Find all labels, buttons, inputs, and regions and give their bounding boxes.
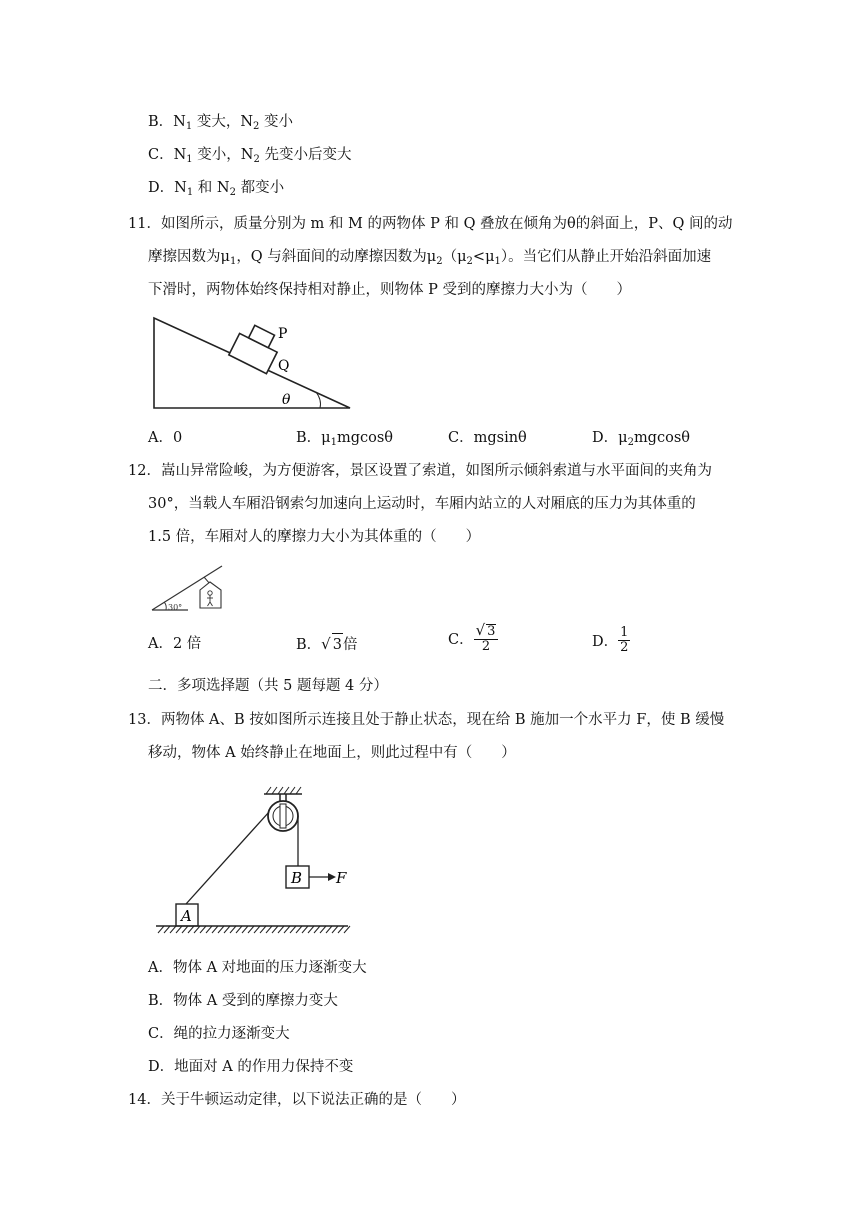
- q12-option-b: B．√ 3倍: [296, 633, 357, 656]
- ground-hatch: [248, 926, 254, 933]
- ground-hatch: [170, 926, 176, 933]
- ground-hatch: [284, 926, 290, 933]
- ground-hatch: [200, 926, 206, 933]
- q10-option-d: D．$N_1$ 和 $N_2$ 都变小: [148, 180, 285, 198]
- q12-stem-line3: 1.5 倍，车厢对人的摩擦力大小为其体重的（ ）: [148, 529, 481, 545]
- rope-to-a: [186, 812, 269, 904]
- sqrt-symbol: √: [321, 635, 331, 653]
- q13-option-a: A．物体 A 对地面的压力逐渐变大: [148, 960, 367, 976]
- ground-hatch: [206, 926, 212, 933]
- ground-hatch: [212, 926, 218, 933]
- q11-option-c: C．mgsinθ: [448, 430, 527, 446]
- ground-hatch: [326, 926, 332, 933]
- ground-hatch: [224, 926, 230, 933]
- ground-hatch: [176, 926, 182, 933]
- ground-hatch: [230, 926, 236, 933]
- ground-hatch: [266, 926, 272, 933]
- q12-cable-car-figure: [148, 560, 228, 616]
- q13-label-f: F: [336, 869, 347, 887]
- ground-hatch: [302, 926, 308, 933]
- ground-hatch: [188, 926, 194, 933]
- ground-hatch: [332, 926, 338, 933]
- ground-hatch: [260, 926, 266, 933]
- q12-option-a: A．2 倍: [148, 636, 202, 652]
- section-heading-multiple-choice: 二．多项选择题（共 5 题每题 4 分）: [148, 678, 388, 694]
- ground-hatch: [254, 926, 260, 933]
- q12-stem-line2: 30°，当载人车厢沿钢索匀加速向上运动时，车厢内站立的人对厢底的压力为其体重的: [148, 496, 696, 512]
- q13-label-b: B: [291, 869, 303, 887]
- ground-hatch: [272, 926, 278, 933]
- q13-option-d: D．地面对 A 的作用力保持不变: [148, 1059, 354, 1075]
- ground-hatch: [218, 926, 224, 933]
- q11-label-p: P: [278, 326, 288, 342]
- q12-stem-line1: 12．嵩山异常险峻，为方便游客，景区设置了索道，如图所示倾斜索道与水平面间的夹角为: [128, 463, 712, 479]
- q14-stem-line1: 14．关于牛顿运动定律，以下说法正确的是（ ）: [128, 1092, 466, 1108]
- ground-hatch: [194, 926, 200, 933]
- q13-option-b: B．物体 A 受到的摩擦力变大: [148, 993, 338, 1009]
- ground-hatch: [344, 926, 350, 933]
- q11-incline-figure: [148, 312, 363, 412]
- q11-option-a: A．0: [148, 430, 183, 446]
- ground-hatch: [290, 926, 296, 933]
- q11-stem-line2: 摩擦因数为$\mu_1$，Q 与斜面间的动摩擦因数为$\mu_2(\mu_2<\mu_1)$。当它们从静止开始沿斜面加速: [148, 249, 712, 267]
- ground-hatch: [164, 926, 170, 933]
- q12-angle-label: 30°: [168, 603, 183, 612]
- ground-hatch: [236, 926, 242, 933]
- q11-option-d: D．$\mu_2mgcos\theta$: [592, 430, 690, 448]
- ground-hatch: [296, 926, 302, 933]
- q11-stem-line1: 11．如图所示，质量分别为 m 和 M 的两物体 P 和 Q 叠放在倾角为θ的斜面上，P、Q 间的动: [128, 216, 733, 232]
- q13-option-c: C．绳的拉力逐渐变大: [148, 1026, 290, 1042]
- q12-option-d: D． $\frac{1}{2}$: [592, 625, 629, 655]
- ground-hatch: [308, 926, 314, 933]
- q13-pulley-figure: [152, 782, 352, 942]
- ground-hatch: [158, 926, 164, 933]
- q11-stem-line3: 下滑时，两物体始终保持相对静止，则物体 P 受到的摩擦力大小为（ ）: [148, 282, 631, 298]
- ground-hatch: [278, 926, 284, 933]
- q11-option-b: B．$\mu_1mgcos\theta$: [296, 430, 394, 448]
- q11-label-theta: θ: [282, 392, 291, 408]
- ground-hatch: [338, 926, 344, 933]
- ground-hatch: [314, 926, 320, 933]
- ground-hatch: [182, 926, 188, 933]
- q10-option-c: C．$N_1$ 变小，$N_2$ 先变小后变大: [148, 147, 352, 165]
- q10-option-b: B．$N_1$ 变大，$N_2$ 变小: [148, 114, 293, 132]
- q11-label-q: Q: [278, 358, 290, 374]
- q13-label-a: A: [181, 907, 192, 925]
- ground-hatch: [242, 926, 248, 933]
- q12-option-c: C． $\frac{√ 3}{2}$: [448, 623, 498, 654]
- q13-stem-line2: 移动，物体 A 始终静止在地面上，则此过程中有（ ）: [148, 745, 516, 761]
- ground-hatch: [320, 926, 326, 933]
- q13-stem-line1: 13．两物体 A、B 按如图所示连接且处于静止状态，现在给 B 施加一个水平力 F，使 B 缓慢: [128, 712, 725, 728]
- sqrt-symbol: √: [475, 621, 486, 639]
